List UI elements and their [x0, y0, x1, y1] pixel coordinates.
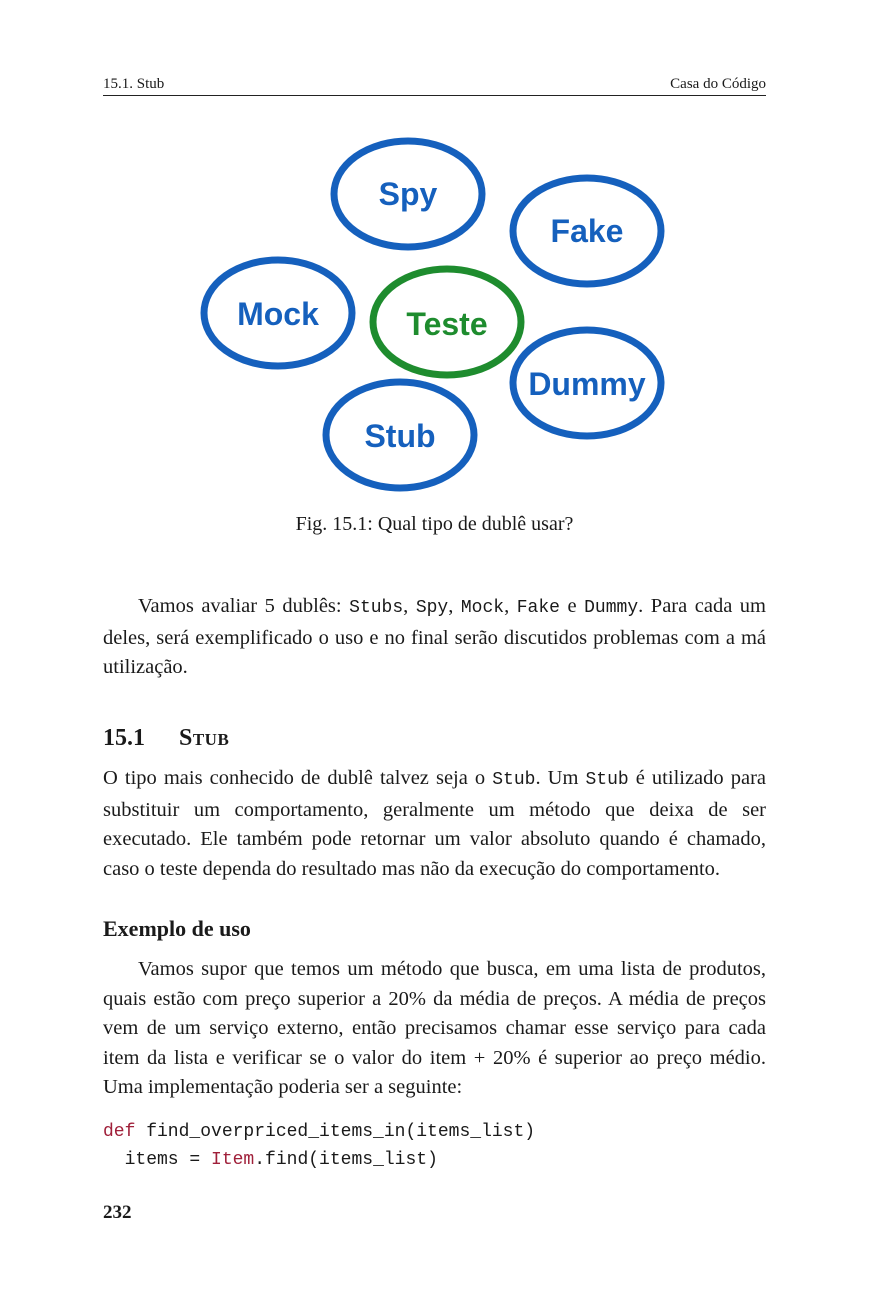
code-keyword: def — [103, 1122, 136, 1142]
bubble-teste-label: Teste — [406, 306, 488, 342]
code-text: .find(items_list) — [254, 1150, 438, 1170]
section-code-stub: Stub — [492, 770, 536, 790]
code-class-name: Item — [211, 1150, 255, 1170]
intro-text: , — [504, 595, 517, 617]
code-text: find_overpriced_items_in(items_list) — [135, 1122, 536, 1142]
example-paragraph: Vamos supor que temos um método que busca, em uma lista de produtos, quais estão com preço superior a 20% da média de preços. A média de preços vem de um serviço externo, então precisamos chamar esse serviço para cada item da lista e verificar se o valor do item + 20% é superior ao preço médio. Uma implementação poderia ser a seguinte: — [103, 958, 766, 1098]
subsection-title: Exemplo de uso — [103, 916, 251, 941]
code-line-2 — [103, 1146, 766, 1174]
bubble-stub-label: Stub — [364, 418, 436, 454]
section-text: O tipo mais conhecido de dublê talvez seja o — [103, 767, 493, 789]
code-block — [103, 1118, 766, 1174]
bubble-fake-label: Fake — [550, 213, 624, 249]
bubble-teste — [373, 269, 521, 375]
test-doubles-figure — [190, 130, 680, 500]
bubble-diagram — [190, 130, 680, 500]
bubble-dummy — [513, 330, 661, 436]
page-number: 232 — [103, 1202, 132, 1223]
header-book-title: Casa do Código — [670, 76, 766, 92]
code-text: items = — [103, 1150, 212, 1170]
section-paragraph — [103, 764, 766, 884]
header-section: 15.1. Stub — [103, 76, 165, 92]
intro-paragraph — [103, 592, 766, 683]
intro-code-mock: Mock — [460, 598, 505, 618]
bubble-mock-label: Mock — [237, 296, 319, 332]
intro-text: Vamos avaliar 5 dublês: — [138, 595, 350, 617]
bubble-spy — [334, 141, 482, 247]
section-text: é utilizado para substituir um comportamento, geralmente um método que deixa de ser executado. Ele também pode retornar um valor absoluto quando é chamado, caso o teste dependa do resultado mas não da execução do comportamento. — [103, 767, 766, 880]
bubble-spy-label: Spy — [378, 176, 438, 212]
intro-code-dummy: Dummy — [584, 598, 639, 618]
bubble-fake — [513, 178, 661, 284]
intro-code-stubs: Stubs — [349, 598, 404, 618]
intro-code-fake: Fake — [516, 598, 560, 618]
section-code-stub: Stub — [585, 770, 629, 790]
intro-text: , — [448, 595, 461, 617]
intro-text: . Para cada um deles, será exemplificado o uso e no final serão discutidos problemas com a má utilização. — [103, 595, 767, 678]
section-title: Stub — [179, 725, 230, 751]
intro-text: e — [559, 595, 585, 617]
section-number: 15.1 — [103, 725, 145, 751]
intro-text: , — [403, 595, 416, 617]
section-text: . Um — [535, 767, 586, 789]
section-heading — [103, 725, 229, 752]
bubble-mock — [204, 260, 352, 366]
running-header — [103, 72, 766, 96]
figure-caption: Fig. 15.1: Qual tipo de dublê usar? — [295, 513, 574, 535]
bubble-stub — [326, 382, 474, 488]
intro-code-spy: Spy — [415, 598, 449, 618]
bubble-dummy-label: Dummy — [528, 366, 646, 402]
code-line-1 — [103, 1118, 766, 1146]
